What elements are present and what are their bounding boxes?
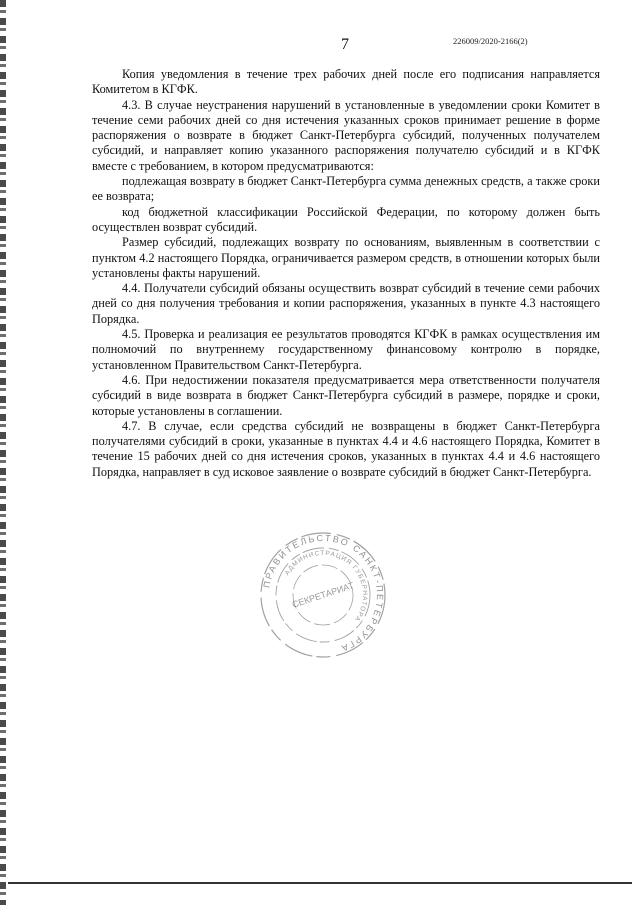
paragraph-4-5: 4.5. Проверка и реализация ее результатов проводятся КГФК в рамках осуществления им полномочий по внутреннему государственному финансовому контролю в порядке, установленном Правительством Санкт-Петербурга. [92, 327, 600, 372]
paragraph-4-7: 4.7. В случае, если средства субсидий не возвращены в бюджет Санкт-Петербурга получателями субсидий в сроки, указанные в пунктах 4.4 и 4.6 настоящего Порядка, Комитет в течение 15 рабочих дней со дня истечения сроков, указанных в пунктах 4.4 и 4.6 настоящего Порядка, направляет в суд исковое заявление о возврате субсидий в бюджет Санкт-Петербурга. [92, 418, 600, 479]
paragraph-notice-copy: Копия уведомления в течение трех рабочих дней после его подписания направляется Комитетом в КГФК. [92, 67, 600, 97]
svg-text:ПРАВИТЕЛЬСТВО САНКТ-ПЕТЕРБУРГА: ПРАВИТЕЛЬСТВО САНКТ-ПЕТЕРБУРГА [261, 532, 386, 655]
svg-text:АДМИНИСТРАЦИЯ ГУБЕРНАТОРА: АДМИНИСТРАЦИЯ ГУБЕРНАТОРА [283, 549, 369, 623]
paragraph-refund-size: Размер субсидий, подлежащих возврату по основаниям, выявленным в соответствии с пунктом 4.2 настоящего Порядка, ограничивается размером средств, в отношении которых были установлены факты нарушений. [92, 235, 600, 280]
scan-edge-artifact [0, 0, 6, 905]
paragraph-4-6: 4.6. При недостижении показателя предусматривается мера ответственности получателя субсидий в виде возврата в бюджет Санкт-Петербурга субсидий в размере, порядке и сроки, которые установлены в соглашении. [92, 372, 600, 418]
document-body [92, 67, 600, 480]
paragraph-4-3-item-amount: подлежащая возврату в бюджет Санкт-Петербурга сумма денежных средств, а также сроки ее возврата; [92, 174, 600, 204]
paragraph-4-3: 4.3. В случае неустранения нарушений в установленные в уведомлении сроки Комитет в течение семи рабочих дней со дня истечения указанных сроков принимает решение в форме распоряжения о возврате в бюджет Санкт-Петербурга субсидий, полученных получателем субсидий, и направляет копию указанного распоряжения получателю субсидий и в КГФК вместе с требованием, в котором предусматриваются: [92, 97, 600, 173]
page-number: 7 [341, 36, 349, 53]
document-id: 226009/2020-2166(2) [453, 36, 528, 46]
svg-text:СЕКРЕТАРИАТ: СЕКРЕТАРИАТ [290, 580, 356, 610]
bottom-rule [8, 882, 632, 884]
paragraph-4-3-item-code: код бюджетной классификации Российской Федерации, по которому должен быть осуществлен возврат субсидий. [92, 204, 600, 234]
paragraph-4-4: 4.4. Получатели субсидий обязаны осуществить возврат субсидий в течение семи рабочих дней со дня получения требования и копии распоряжения, указанных в пункте 4.3 настоящего Порядка. [92, 281, 600, 326]
official-seal-stamp [258, 530, 388, 660]
